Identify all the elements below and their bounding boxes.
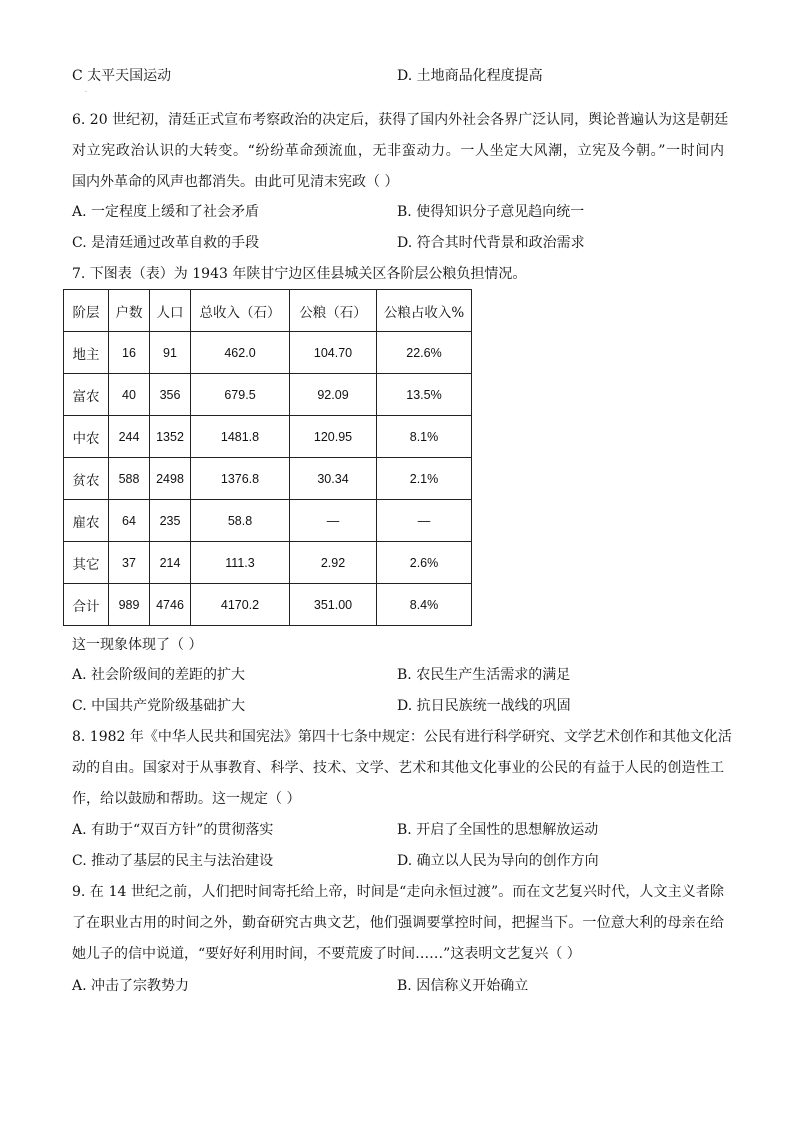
q7-options-row-ab <box>72 665 724 685</box>
table-cell: 40 <box>109 374 150 416</box>
table-cell: 91 <box>150 332 191 374</box>
q8-option-a[interactable]: A. 有助于“双百方针”的贯彻落实 <box>72 822 274 838</box>
table-cell: — <box>377 500 472 542</box>
table-cell: 244 <box>109 416 150 458</box>
q6-stem-line-3: 国内外革命的风声也都消失。由此可见清末宪政（ ） <box>72 174 399 190</box>
table-cell: 214 <box>150 542 191 584</box>
table-cell: 92.09 <box>290 374 377 416</box>
table-cell: 8.1% <box>377 416 472 458</box>
table-cell: 2.1% <box>377 458 472 500</box>
table-cell: 120.95 <box>290 416 377 458</box>
table-header-cell: 公粮占收入% <box>377 290 472 332</box>
table-cell: 989 <box>109 584 150 626</box>
q9-stem-line-1: 9. 在 14 世纪之前，人们把时间寄托给上帝，时间是“走向永恒过渡”。而在文艺复兴时代，人文主义者除 <box>72 884 724 900</box>
table-row <box>64 542 472 584</box>
q7-option-c[interactable]: C. 中国共产党阶级基础扩大 <box>72 698 246 714</box>
grain-burden-table <box>63 289 472 626</box>
q8-option-c[interactable]: C. 推动了基层的民主与法治建设 <box>72 853 274 869</box>
table-cell: 1352 <box>150 416 191 458</box>
table-row <box>64 458 472 500</box>
table-cell: 中农 <box>64 416 109 458</box>
q7-option-b[interactable]: B. 农民生产生活需求的满足 <box>397 667 571 683</box>
q7-options-row-cd <box>72 696 724 716</box>
q6-stem-line-1: 6. 20 世纪初，清廷正式宣布考察政治的决定后，获得了国内外社会各界广泛认同，舆论普遍认为这是朝廷 <box>72 112 729 128</box>
table-row <box>64 374 472 416</box>
q9-stem-line-2: 了在职业古用的时间之外，勤奋研究古典文艺，他们强调要掌控时间，把握当下。一位意大利的母亲在给 <box>72 915 724 931</box>
table-cell: 8.4% <box>377 584 472 626</box>
q8-stem-line-3: 作，给以鼓励和帮助。这一规定（ ） <box>72 791 301 807</box>
q8-options-row-cd <box>72 851 724 871</box>
table-cell: — <box>290 500 377 542</box>
table-header-cell: 阶层 <box>64 290 109 332</box>
table-cell: 351.00 <box>290 584 377 626</box>
table-total-row <box>64 584 472 626</box>
q8-option-d[interactable]: D. 确立以人民为导向的创作方向 <box>397 853 599 869</box>
table-cell: 104.70 <box>290 332 377 374</box>
table-cell: 2.92 <box>290 542 377 584</box>
table-cell: 合计 <box>64 584 109 626</box>
table-row <box>64 500 472 542</box>
q8-option-b[interactable]: B. 开启了全国性的思想解放运动 <box>397 822 599 838</box>
table-cell: 356 <box>150 374 191 416</box>
table-header-cell: 人口 <box>150 290 191 332</box>
q6-option-d[interactable]: D. 符合其时代背景和政治需求 <box>397 235 585 251</box>
q6-option-a[interactable]: A. 一定程度上缓和了社会矛盾 <box>72 204 260 220</box>
q5-option-c[interactable]: C 太平天国运动 <box>72 68 172 84</box>
table-cell: 235 <box>150 500 191 542</box>
table-header-cell: 总收入（石） <box>191 290 290 332</box>
q5-option-d[interactable]: D. 土地商品化程度提高 <box>397 68 543 84</box>
q9-option-b[interactable]: B. 因信称义开始确立 <box>397 978 529 994</box>
table-cell: 富农 <box>64 374 109 416</box>
table-cell: 30.34 <box>290 458 377 500</box>
q5-options-row-cd <box>72 66 724 86</box>
q6-options-row-cd <box>72 233 724 253</box>
q7-option-a[interactable]: A. 社会阶级间的差距的扩大 <box>72 667 246 683</box>
q6-option-b[interactable]: B. 使得知识分子意见趋向统一 <box>397 204 585 220</box>
table-cell: 4170.2 <box>191 584 290 626</box>
table-cell: 58.8 <box>191 500 290 542</box>
q6-stem-line-2: 对立宪政治认识的大转变。“纷纷革命颈流血，无非蛮动力。一人坐定大风潮，立宪及今朝。”一时间内 <box>72 143 724 159</box>
q9-option-a[interactable]: A. 冲击了宗教势力 <box>72 978 190 994</box>
table-cell: 2.6% <box>377 542 472 584</box>
table-cell: 地主 <box>64 332 109 374</box>
table-cell: 1376.8 <box>191 458 290 500</box>
table-cell: 4746 <box>150 584 191 626</box>
table-cell: 雇农 <box>64 500 109 542</box>
table-header-cell: 户数 <box>109 290 150 332</box>
table-cell: 22.6% <box>377 332 472 374</box>
q9-stem-line-3: 她儿子的信中说道，“要好好利用时间，不要荒废了时间……”这表明文艺复兴（ ） <box>72 946 581 962</box>
table-row <box>64 416 472 458</box>
q8-stem-line-2: 动的自由。国家对于从事教育、科学、技术、文学、艺术和其他文化事业的公民的有益于人民的创造性工 <box>72 760 724 776</box>
q6-option-c[interactable]: C. 是清廷通过改革自救的手段 <box>72 235 260 251</box>
scan-dot: · <box>85 89 87 96</box>
table-cell: 64 <box>109 500 150 542</box>
q9-options-row-ab <box>72 976 724 996</box>
table-cell: 2498 <box>150 458 191 500</box>
q7-intro: 7. 下图表（表）为 1943 年陕甘宁边区佳县城关区各阶层公粮负担情况。 <box>72 266 527 282</box>
table-cell: 111.3 <box>191 542 290 584</box>
q7-stem: 这一现象体现了（ ） <box>72 637 203 653</box>
table-header-cell: 公粮（石） <box>290 290 377 332</box>
table-cell: 588 <box>109 458 150 500</box>
table-cell: 37 <box>109 542 150 584</box>
table-cell: 其它 <box>64 542 109 584</box>
q8-options-row-ab <box>72 820 724 840</box>
table-cell: 13.5% <box>377 374 472 416</box>
q7-option-d[interactable]: D. 抗日民族统一战线的巩固 <box>397 698 571 714</box>
table-header-row <box>64 290 472 332</box>
table-cell: 16 <box>109 332 150 374</box>
table-row <box>64 332 472 374</box>
table-cell: 1481.8 <box>191 416 290 458</box>
q6-options-row-ab <box>72 202 724 222</box>
table-cell: 462.0 <box>191 332 290 374</box>
q8-stem-line-1: 8. 1982 年《中华人民共和国宪法》第四十七条中规定：公民有进行科学研究、文学艺术创作和其他文化活 <box>72 729 732 745</box>
table-cell: 679.5 <box>191 374 290 416</box>
table-cell: 贫农 <box>64 458 109 500</box>
